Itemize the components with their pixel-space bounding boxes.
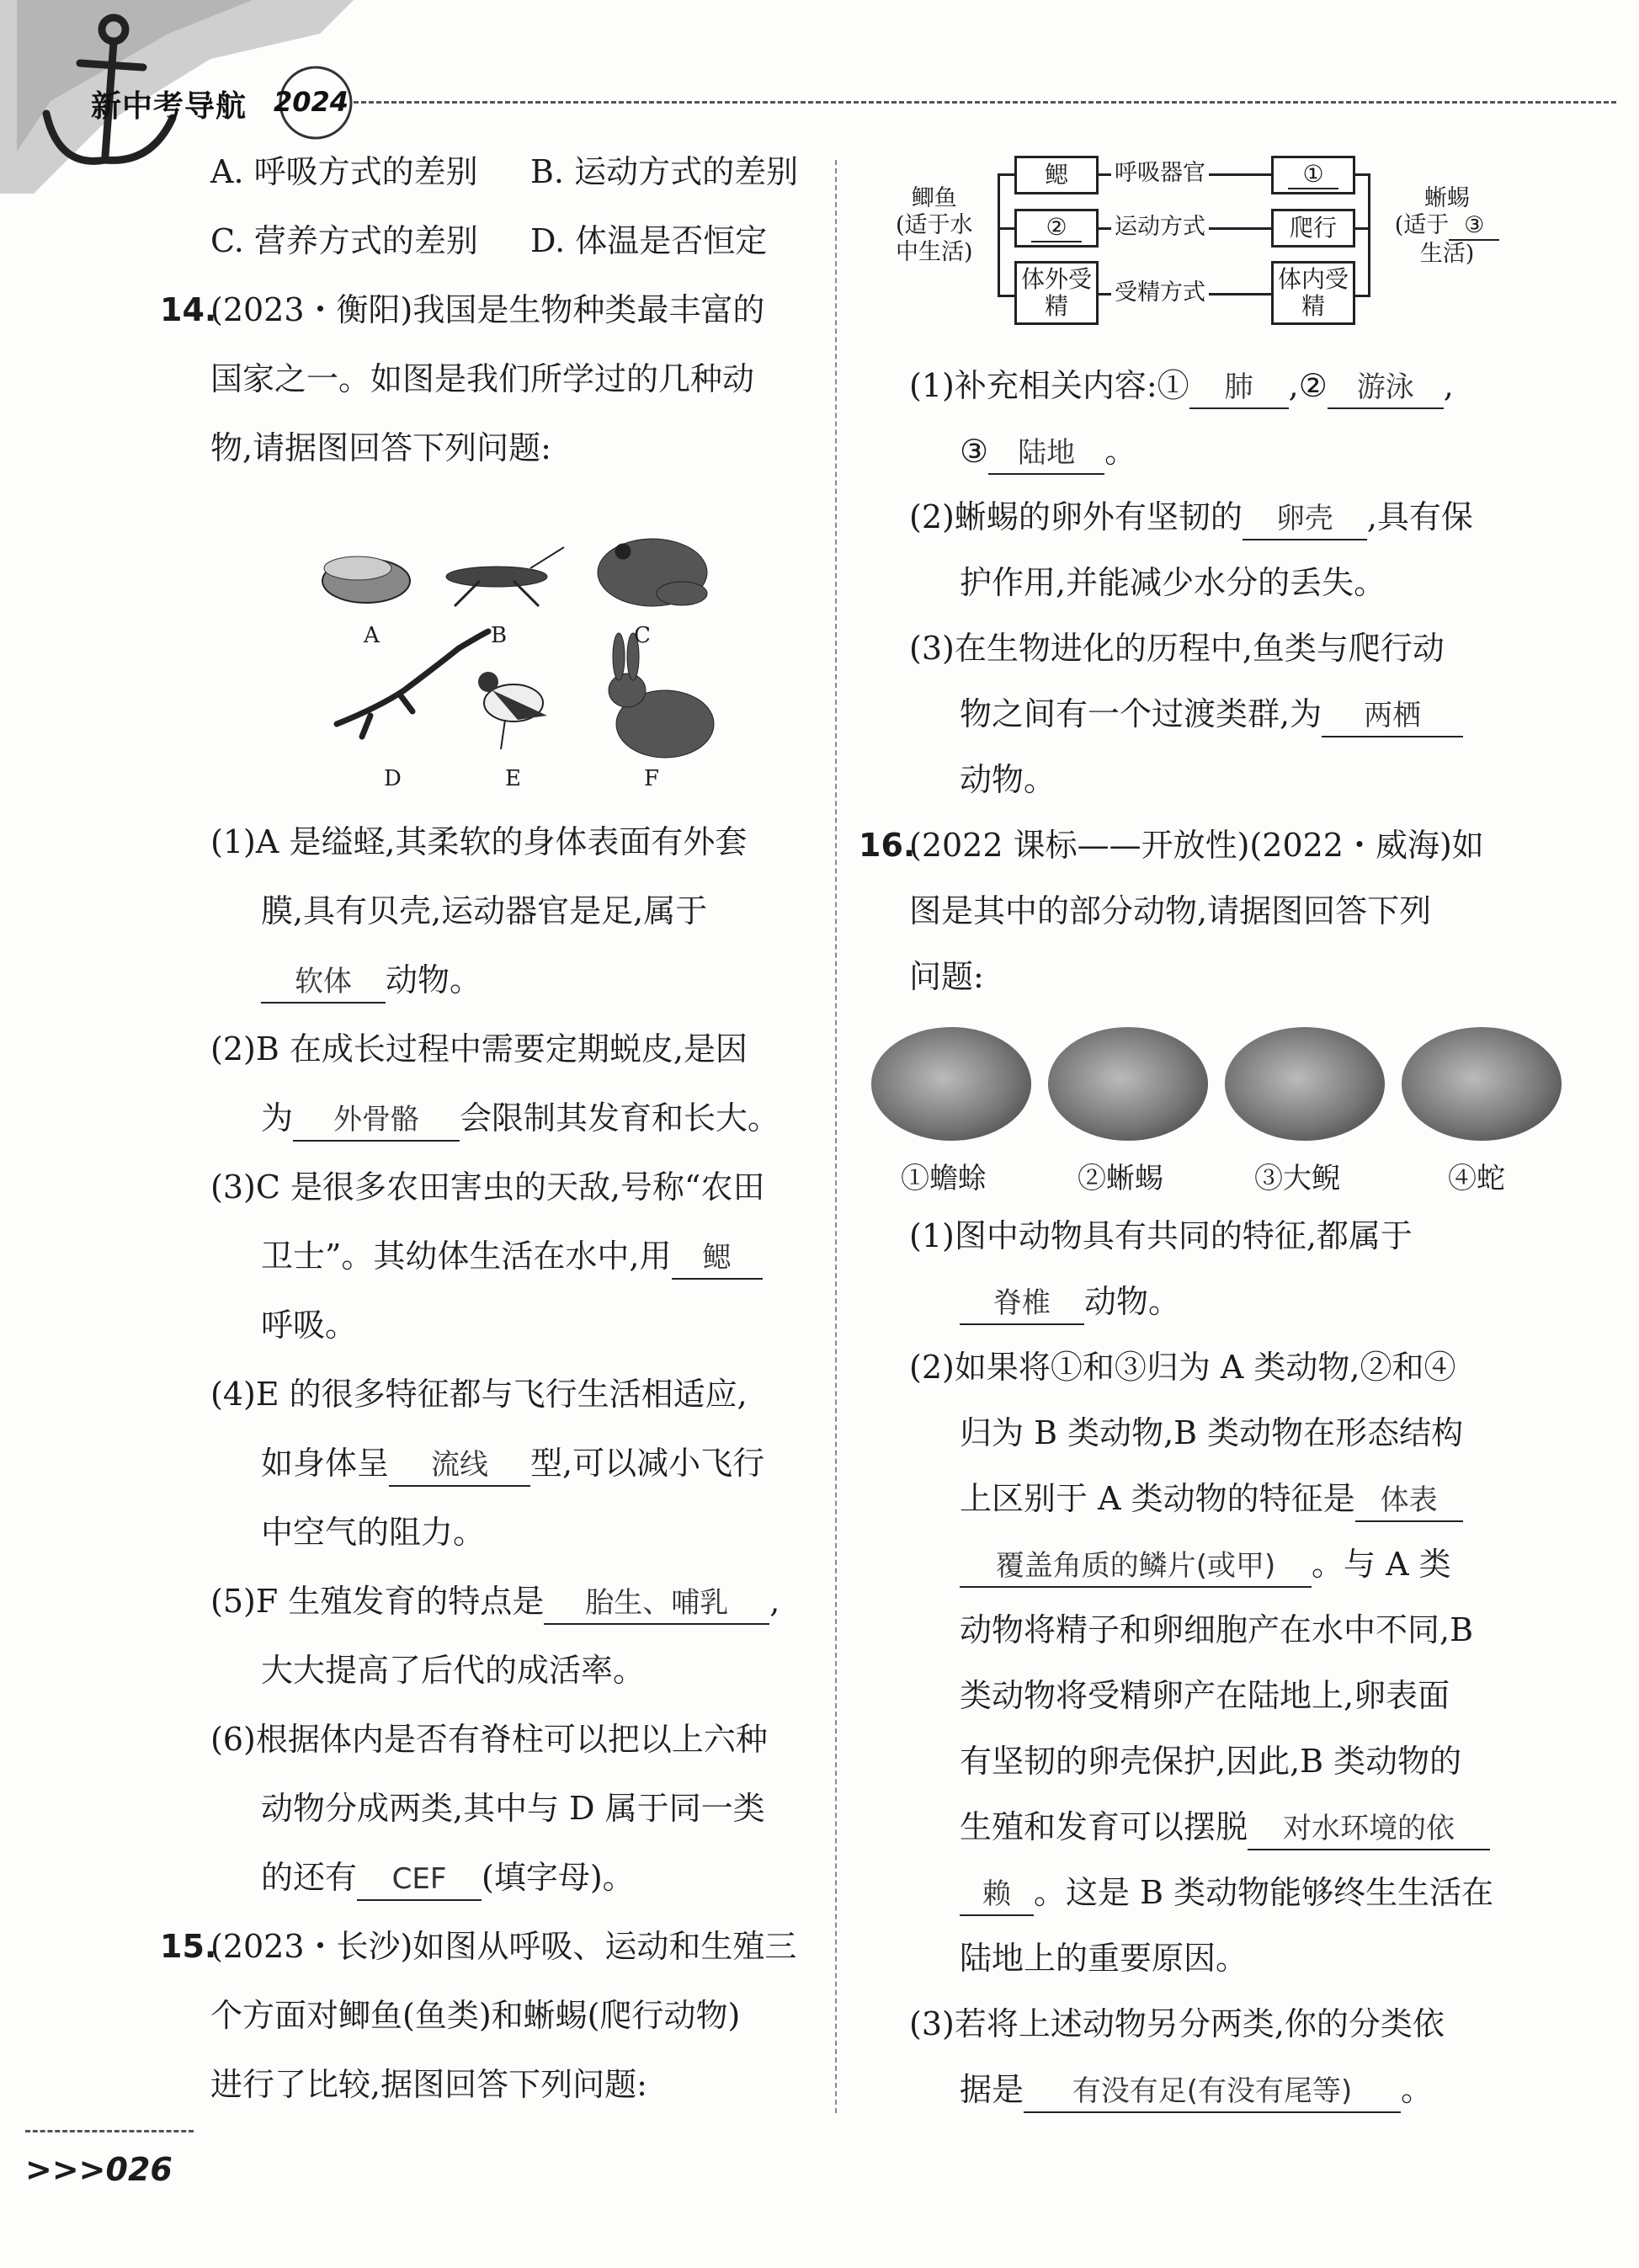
brand-year: 2024 [274, 86, 349, 118]
diagram-box-blank-1: ① [1271, 156, 1355, 194]
bird-icon [478, 672, 547, 749]
razor-clam-icon [322, 556, 410, 603]
q14-p1-line2: 膜,具有贝壳,运动器官是足,属于 [261, 892, 708, 929]
answer-blank[interactable]: 赖 [960, 1874, 1034, 1916]
q15-p2-line2: 护作用,并能减少水分的丢失。 [960, 564, 1386, 601]
toad-photo [871, 1027, 1031, 1141]
q14-p4-line3: 中空气的阻力。 [261, 1514, 486, 1551]
image-label-d: D [384, 766, 402, 791]
answer-blank[interactable]: 胎生、哺乳 [544, 1583, 769, 1625]
q14-p4-line1: (4)E 的很多特征都与飞行生活相适应, [210, 1376, 748, 1413]
q15-stem-line1: (2023・长沙)如图从呼吸、运动和生殖三 [210, 1928, 797, 1965]
q15-p3-line2: 物之间有一个过渡类群,为 两栖 [960, 694, 1463, 737]
q16-p2-line5: 动物将精子和卵细胞产在水中不同,B [960, 1611, 1474, 1648]
column-divider [835, 160, 837, 2113]
salamander-photo [1225, 1027, 1385, 1141]
rabbit-icon [609, 633, 714, 758]
image-label-f: F [644, 766, 660, 791]
q14-animal-figure [311, 522, 732, 791]
answer-blank[interactable]: 有没有足(有没有尾等) [1024, 2071, 1401, 2113]
q16-p1-line2: 脊椎 动物。 [960, 1281, 1180, 1325]
q14-p6-line3: 的还有 CEF (填字母)。 [261, 1857, 635, 1901]
snake-photo [1402, 1027, 1562, 1141]
q15-p1-line2: ③ 陆地 。 [960, 431, 1136, 475]
diagram-label-respiration: 呼吸器官 [1111, 160, 1209, 187]
answer-blank[interactable]: 外骨骼 [293, 1099, 460, 1142]
answer-blank[interactable]: 体表 [1355, 1480, 1463, 1522]
q16-p1-line1: (1)图中动物具有共同的特征,都属于 [909, 1217, 1413, 1254]
answer-blank[interactable]: 鳃 [672, 1238, 763, 1280]
image-label-c: C [634, 623, 651, 648]
q16-p3-line1: (3)若将上述动物另分两类,你的分类依 [909, 2005, 1445, 2042]
q15-p3-line3: 动物。 [960, 761, 1056, 798]
diagram-box-crawl: 爬行 [1271, 209, 1355, 248]
lizard-photo [1048, 1027, 1208, 1141]
answer-blank[interactable]: CEF [357, 1859, 482, 1901]
q14-p5-line2: 大大提高了后代的成活率。 [261, 1652, 646, 1689]
diagram-label-fertilization: 受精方式 [1111, 280, 1209, 306]
q13-option-c: C. 营养方式的差别 [210, 222, 478, 259]
q14-p6-line1: (6)根据体内是否有脊柱可以把以上六种 [210, 1721, 768, 1758]
answer-blank[interactable]: 覆盖角质的鳞片(或甲) [960, 1546, 1312, 1588]
caption-salamander: ③大鲵 [1254, 1162, 1340, 1195]
q14-stem-line3: 物,请据图回答下列问题: [210, 429, 551, 466]
page-number: >>>026 [25, 2151, 173, 2188]
diagram-box-blank-2: ② [1014, 209, 1099, 248]
q14-p6-line2: 动物分成两类,其中与 D 属于同一类 [261, 1790, 765, 1827]
q14-number: 14. [160, 291, 217, 328]
q16-p2-line9: 赖 。这是 B 类动物能够终生生活在 [960, 1872, 1493, 1916]
image-label-a: A [364, 623, 380, 648]
diagram-box-gill: 鳃 [1014, 156, 1099, 194]
q15-stem-line2: 个方面对鲫鱼(鱼类)和蜥蜴(爬行动物) [210, 1997, 741, 2034]
diagram-right-title: 蜥蜴 (适于 ③ 生活) [1381, 185, 1514, 268]
answer-blank[interactable]: 陆地 [988, 433, 1104, 475]
answer-blank[interactable]: 流线 [389, 1445, 530, 1487]
q16-p2-line1: (2)如果将①和③归为 A 类动物,②和④ [909, 1349, 1456, 1386]
diagram-left-title: 鲫鱼 (适于水 中生活) [892, 185, 976, 266]
q14-p2-line2: 为 外骨骼 会限制其发育和长大。 [261, 1098, 780, 1142]
diagram-label-locomotion: 运动方式 [1111, 214, 1209, 241]
q14-p1-line3: 软体 动物。 [261, 960, 482, 1004]
q14-p4-line2: 如身体呈 流线 型,可以减小飞行 [261, 1443, 764, 1487]
q15-p3-line1: (3)在生物进化的历程中,鱼类与爬行动 [909, 630, 1445, 667]
lizard-icon [337, 631, 488, 737]
q15-p2-line1: (2)蜥蜴的卵外有坚韧的 卵壳 ,具有保 [909, 497, 1473, 540]
answer-blank[interactable]: 对水环境的依 [1248, 1808, 1490, 1850]
q16-p2-line6: 类动物将受精卵产在陆地上,卵表面 [960, 1677, 1450, 1714]
q15-stem-line3: 进行了比较,据图回答下列问题: [210, 2066, 647, 2103]
q16-p2-line2: 归为 B 类动物,B 类动物在形态结构 [960, 1414, 1464, 1451]
q16-p2-line4: 覆盖角质的鳞片(或甲) 。与 A 类 [960, 1544, 1451, 1588]
image-label-b: B [491, 623, 508, 648]
q13-option-b: B. 运动方式的差别 [530, 153, 799, 190]
q16-p2-line8: 生殖和发育可以摆脱 对水环境的依 [960, 1807, 1490, 1850]
q14-p5-line1: (5)F 生殖发育的特点是 胎生、哺乳 , [210, 1581, 780, 1625]
frog-icon [598, 539, 707, 606]
q13-option-d: D. 体温是否恒定 [530, 222, 768, 259]
q16-stem-line2: 图是其中的部分动物,请据图回答下列 [909, 892, 1432, 929]
q15-comparison-diagram [859, 152, 1549, 337]
q14-p2-line1: (2)B 在成长过程中需要定期蜕皮,是因 [210, 1030, 748, 1067]
q15-number: 15. [160, 1928, 217, 1965]
answer-blank[interactable]: 两栖 [1322, 695, 1463, 737]
image-label-e: E [505, 766, 521, 791]
answer-blank[interactable]: 肺 [1189, 367, 1289, 409]
diagram-box-internal-fertilization: 体内受精 [1271, 261, 1355, 325]
q14-stem-line2: 国家之一。如图是我们所学过的几种动 [210, 360, 755, 397]
q14-p3-line2: 卫士”。其幼体生活在水中,用 鳃 [261, 1236, 763, 1280]
diagram-box-external-fertilization: 体外受精 [1014, 261, 1099, 325]
q14-p3-line1: (3)C 是很多农田害虫的天敌,号称“农田 [210, 1169, 765, 1206]
answer-blank[interactable]: 游泳 [1328, 367, 1444, 409]
caption-snake: ④蛇 [1448, 1162, 1505, 1195]
q16-p2-line7: 有坚韧的卵壳保护,因此,B 类动物的 [960, 1743, 1462, 1780]
q16-stem-line1: (2022 课标——开放性)(2022・威海)如 [909, 827, 1484, 864]
q16-p2-line3: 上区别于 A 类动物的特征是 体表 [960, 1478, 1463, 1522]
q15-p1-line1: (1)补充相关内容:① 肺 ,② 游泳 , [909, 365, 1454, 409]
footer-divider [25, 2130, 194, 2132]
caption-lizard: ②蜥蜴 [1078, 1162, 1163, 1195]
q14-p3-line3: 呼吸。 [261, 1307, 358, 1344]
answer-blank[interactable]: 软体 [261, 961, 386, 1004]
brand-title: 新中考导航 [91, 89, 247, 124]
answer-blank[interactable]: 卵壳 [1243, 498, 1367, 540]
q16-p2-line10: 陆地上的重要原因。 [960, 1940, 1248, 1977]
q16-p3-line2: 据是 有没有足(有没有尾等) 。 [960, 2069, 1433, 2113]
q16-number: 16. [859, 827, 916, 864]
q16-stem-line3: 问题: [909, 958, 984, 995]
q14-stem-line1: (2023・衡阳)我国是生物种类最丰富的 [210, 291, 765, 328]
grasshopper-icon [446, 547, 564, 606]
caption-toad: ①蟾蜍 [901, 1162, 987, 1195]
q13-option-a: A. 呼吸方式的差别 [210, 153, 478, 190]
q14-p1-line1: (1)A 是缢蛏,其柔软的身体表面有外套 [210, 823, 748, 860]
answer-blank[interactable]: 脊椎 [960, 1283, 1084, 1325]
header-divider [354, 101, 1616, 104]
